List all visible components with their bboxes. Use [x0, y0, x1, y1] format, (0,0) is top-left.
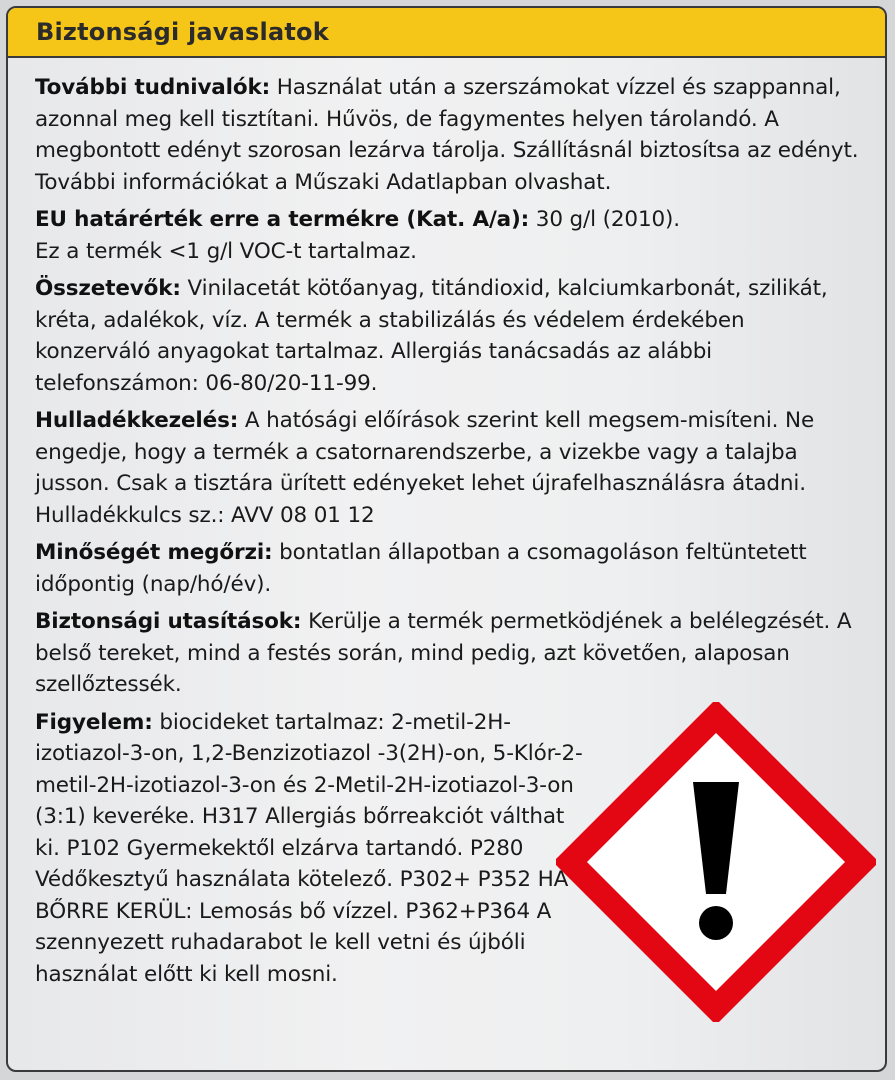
additional-info-paragraph	[35, 72, 865, 198]
additional-info-label: További tudnivalók:	[35, 75, 271, 100]
safety-instructions-paragraph	[35, 606, 865, 701]
waste-text: A hatósági előírások szerint kell megsem-misíteni. Ne engedje, hogy a termék a csatornarendszerbe, a vizekbe vagy a talajba jusson. Csak a tisztára ürített edényeket lehet újrafelhasználásra átadni. Hulladékkulcs sz.: AVV 08 01 12	[35, 408, 815, 528]
section-title: Biztonsági javaslatok	[36, 18, 329, 46]
eu-limit-label: EU határérték erre a termékre (Kat. A/a):	[35, 207, 530, 232]
shelf-life-paragraph	[35, 537, 865, 600]
section-header	[8, 8, 885, 58]
additional-info-text: Használat után a szerszámokat vízzel és szappannal, azonnal meg kell tisztítani. Hűvös, de fagymentes helyen tárolandó. A megbontott edényt szorosan lezárva tárolja. Szállításnál biztosítsa az edényt. További információkat a Műszaki Adatlapban olvashat.	[35, 75, 859, 195]
shelf-life-label: Minőségét megőrzi:	[35, 540, 273, 565]
shelf-life-text: bontatlan állapotban a csomagoláson feltüntetett időpontig (nap/hó/év).	[35, 540, 807, 597]
exclamation-dot	[699, 906, 733, 940]
warning-paragraph	[35, 707, 595, 991]
ingredients-text: Vinilacetát kötőanyag, titándioxid, kalciumkarbonát, szilikát, kréta, adalékok, víz. A termék a stabilizálás és védelem érdekében konzerváló anyagokat tartalmaz. Allergiás tanácsadás az alábbi telefonszámon: 06-80/20-11-99.	[35, 276, 828, 396]
safety-instructions-label: Biztonsági utasítások:	[35, 609, 302, 634]
warning-text: biocideket tartalmaz: 2-metil-2H-izotiazol-3-on, 1,2-Benzizotiazol -3(2H)-on, 5-Klór-2-metil-2H-izotiazol-3-on és 2-Metil-2H-izotiazol-3-on (3:1) keveréke. H317 Allergiás bőrreakciót válthat ki. P102 Gyermekektől elzárva tartandó. P280 Védőkesztyű használata kötelező. P302+ P352 HA BŐRRE KERÜL: Lemosás bő vízzel. P362+P364 A szennyezett ruhadarabot le kell vetni és újbóli használat előtt ki kell mosni.	[35, 709, 583, 987]
ingredients-label: Összetevők:	[35, 276, 181, 301]
eu-limit-paragraph	[35, 204, 865, 267]
ingredients-paragraph	[35, 273, 865, 399]
waste-label: Hulladékkezelés:	[35, 408, 239, 433]
warning-label: Figyelem:	[35, 709, 153, 735]
waste-paragraph	[35, 405, 865, 531]
voc-content-text: Ez a termék <1 g/l VOC-t tartalmaz.	[35, 238, 417, 264]
eu-limit-text: 30 g/l (2010).	[529, 207, 680, 232]
ghs-exclamation-mark-icon	[556, 702, 876, 1022]
safety-instructions-text: Kerülje a termék permetködjének a belélegzését. A belső tereket, mind a festés során, mind pedig, azt követően, alaposan szellőztessék.	[35, 609, 852, 697]
